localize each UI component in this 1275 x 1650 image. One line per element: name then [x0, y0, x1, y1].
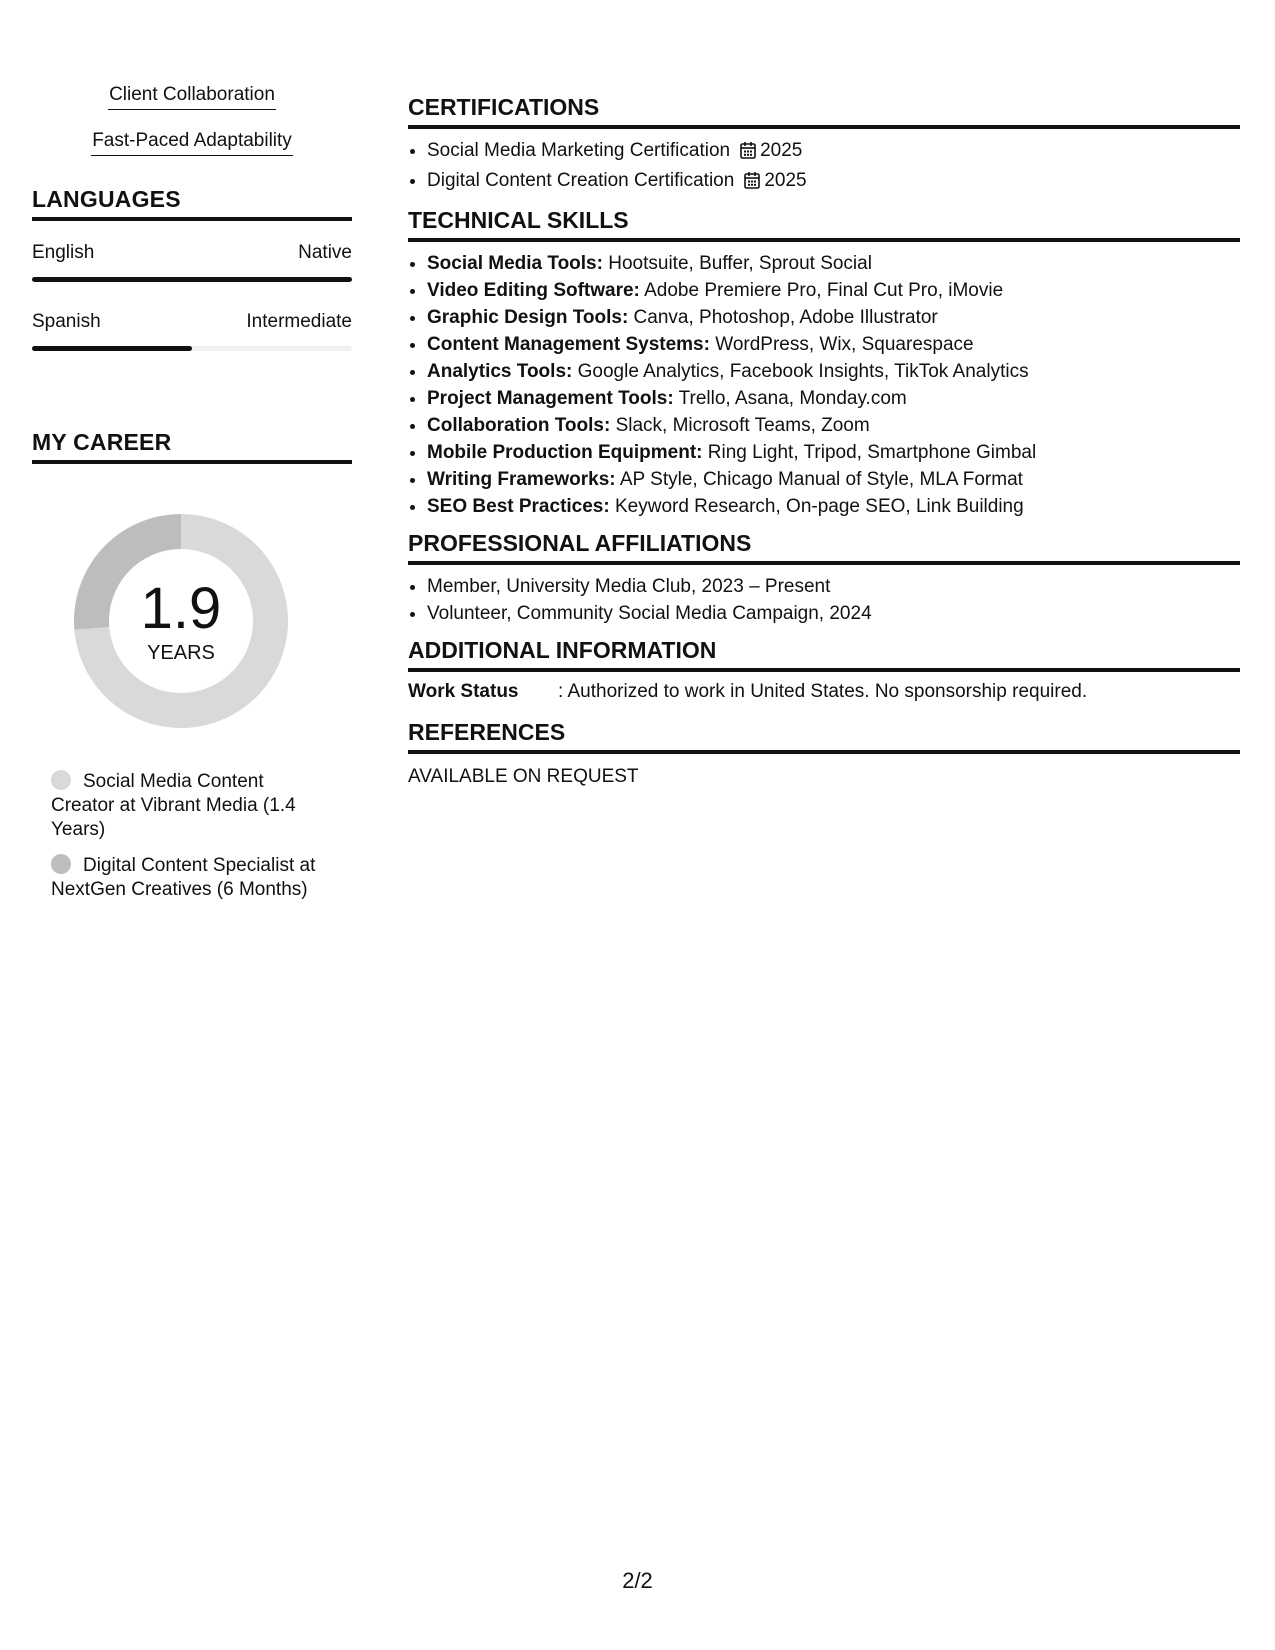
skill-label: Content Management Systems:	[427, 334, 710, 355]
certifications-list	[408, 137, 1240, 197]
skill-item	[427, 466, 1240, 493]
career-legend-item	[51, 854, 326, 902]
language-name: English	[32, 242, 95, 263]
additional-info-heading: ADDITIONAL INFORMATION	[408, 637, 1240, 672]
calendar-icon	[744, 170, 760, 197]
skill-value: Slack, Microsoft Teams, Zoom	[610, 415, 870, 436]
language-name: Spanish	[32, 311, 101, 332]
career-total	[66, 578, 296, 666]
work-status-label: Work Status	[408, 681, 519, 702]
certification-year: 2025	[764, 170, 807, 191]
calendar-icon	[740, 140, 756, 167]
language-level: Intermediate	[246, 311, 352, 332]
right-column	[408, 94, 1240, 800]
legend-dot-icon	[51, 770, 71, 790]
work-status-value: : Authorized to work in United States. No sponsorship required.	[558, 681, 1088, 702]
skill-value: Adobe Premiere Pro, Final Cut Pro, iMovie	[639, 280, 1004, 301]
skill-item	[427, 439, 1240, 466]
page-number: 2/2	[622, 1568, 653, 1593]
affiliations-section	[408, 530, 1240, 627]
skill-item	[427, 331, 1240, 358]
skill-value: AP Style, Chicago Manual of Style, MLA Format	[615, 469, 1023, 490]
affiliation-item: • Volunteer, Community Social Media Campaign, 2024	[427, 600, 1240, 627]
certifications-section	[408, 94, 1240, 197]
soft-skill-tag: Fast-Paced Adaptability	[91, 128, 293, 156]
career-donut-chart	[66, 506, 296, 736]
skill-item	[427, 250, 1240, 277]
skill-value: Ring Light, Tripod, Smartphone Gimbal	[702, 442, 1037, 463]
career-total-number: 1.9	[140, 576, 222, 641]
languages-heading: LANGUAGES	[32, 186, 352, 221]
certification-item	[427, 137, 1240, 167]
language-row	[32, 241, 352, 282]
skill-value: Canva, Photoshop, Adobe Illustrator	[628, 307, 938, 328]
language-row	[32, 310, 352, 351]
legend-dot-icon	[51, 854, 71, 874]
references-heading: REFERENCES	[408, 719, 1240, 754]
certification-item	[427, 167, 1240, 197]
language-proficiency-bar	[32, 277, 352, 282]
additional-info-section	[408, 637, 1240, 705]
left-column	[32, 82, 352, 914]
soft-skill-tag: Client Collaboration	[108, 82, 276, 110]
skill-item	[427, 493, 1240, 520]
skill-label: SEO Best Practices:	[427, 496, 610, 517]
skill-item	[427, 385, 1240, 412]
references-section	[408, 719, 1240, 790]
skill-value: Google Analytics, Facebook Insights, TikTok Analytics	[572, 361, 1029, 382]
career-legend-item	[51, 770, 326, 842]
skill-label: Video Editing Software:	[427, 280, 640, 301]
language-level: Native	[298, 242, 352, 263]
certification-year: 2025	[760, 140, 803, 161]
certification-name: Social Media Marketing Certification	[427, 140, 731, 161]
skill-value: Hootsuite, Buffer, Sprout Social	[602, 253, 872, 274]
career-total-unit: YEARS	[147, 642, 215, 664]
affiliations-heading: PROFESSIONAL AFFILIATIONS	[408, 530, 1240, 565]
career-legend-text: Digital Content Specialist at NextGen Creatives (6 Months)	[51, 855, 316, 900]
certifications-heading: CERTIFICATIONS	[408, 94, 1240, 129]
technical-skills-list	[408, 250, 1240, 520]
language-proficiency-fill	[32, 277, 352, 282]
skill-label: Graphic Design Tools:	[427, 307, 629, 328]
skill-label: Project Management Tools:	[427, 388, 674, 409]
language-proficiency-fill	[32, 346, 192, 351]
skill-value: Keyword Research, On-page SEO, Link Building	[609, 496, 1024, 517]
skill-label: Collaboration Tools:	[427, 415, 611, 436]
technical-skills-section	[408, 207, 1240, 520]
skill-value: WordPress, Wix, Squarespace	[709, 334, 974, 355]
skill-item	[427, 304, 1240, 331]
skill-item	[427, 277, 1240, 304]
skill-label: Analytics Tools:	[427, 361, 573, 382]
career-heading: MY CAREER	[32, 429, 352, 464]
skill-item	[427, 412, 1240, 439]
references-text: AVAILABLE ON REQUEST	[408, 766, 639, 787]
affiliations-list	[408, 573, 1240, 627]
certification-name: Digital Content Creation Certification	[427, 170, 735, 191]
career-legend-text: Social Media Content Creator at Vibrant Media (1.4 Years)	[51, 771, 296, 840]
skill-label: Writing Frameworks:	[427, 469, 616, 490]
work-status-row	[408, 679, 1240, 705]
skill-value: Trello, Asana, Monday.com	[673, 388, 907, 409]
skill-item	[427, 358, 1240, 385]
career-legend	[51, 770, 326, 902]
language-proficiency-bar	[32, 346, 352, 351]
skill-label: Mobile Production Equipment:	[427, 442, 703, 463]
skill-label: Social Media Tools:	[427, 253, 603, 274]
technical-skills-heading: TECHNICAL SKILLS	[408, 207, 1240, 242]
affiliation-item: • Member, University Media Club, 2023 – Present	[427, 573, 1240, 600]
